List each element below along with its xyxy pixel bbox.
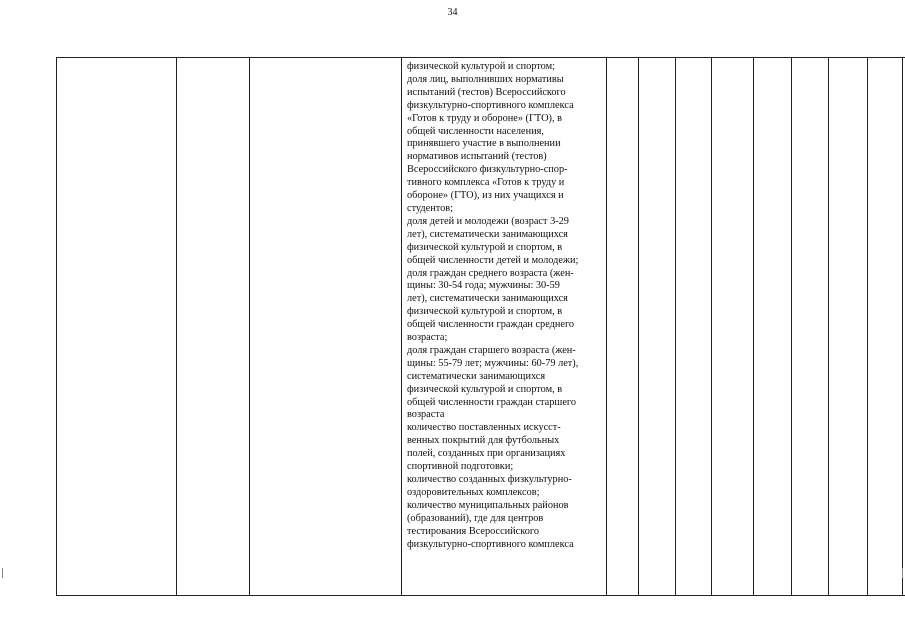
indicator-line: систематически занимающихся [407,370,546,382]
indicator-line: лет), систематически занимающихся [407,293,568,305]
indicator-line: физкультурно-спортивного комплекса [407,99,574,111]
indicator-line: тивного комплекса «Готов к труду и [407,177,565,189]
indicator-line: принявшего участие в выполнении [407,138,561,150]
indicator-line: общей численности граждан старшего [407,396,576,408]
indicator-line: физкультурно-спортивного комплекса [407,538,574,550]
indicator-line: общей численности граждан среднего [407,319,575,331]
indicator-line: количество поставленных искусст- [407,422,561,434]
table-cell-value [676,58,712,596]
indicator-line: физической культурой и спортом; [407,61,555,72]
indicator-line: лет), систематически занимающихся [407,228,568,240]
table-cell-value [792,58,829,596]
table-cell-value [607,58,639,596]
table-cell-value [829,58,868,596]
indicator-line: доля детей и молодежи (возраст 3-29 [407,215,569,227]
indicator-line: количество созданных физкультурно- [407,474,572,485]
indicator-line: студентов; [407,202,453,214]
table-cell-number [57,58,177,596]
table-cell-program [177,58,250,596]
table-cell-indicators [402,58,607,596]
indicator-line: (образований), где для центров [407,512,544,524]
table-cell-event [250,58,402,596]
indicator-line: физической культурой и спортом, в [407,383,563,395]
page-number: 34 [447,7,458,18]
indicator-line: полей, созданных при организациях [407,448,566,460]
indicator-line: общей численности населения, [407,125,544,137]
indicator-line: обороне» (ГТО), из них учащихся и [407,190,564,202]
indicator-line: тестирования Всероссийского [407,525,539,537]
indicator-line: щины: 30-54 года; мужчины: 30-59 [407,280,560,292]
indicator-line: испытаний (тестов) Всероссийского [407,86,566,98]
indicator-line: доля лиц, выполнивших нормативы [407,73,564,85]
indicator-line: нормативов испытаний (тестов) [407,151,547,163]
indicator-line: щины: 55-79 лет; мужчины: 60-79 лет), [407,357,579,369]
indicator-line: венных покрытий для футбольных [407,435,560,447]
table-cell-value [639,58,676,596]
program-indicators-table [56,57,905,596]
scan-edge-mark [902,568,903,578]
indicator-line: оздоровительных комплексов; [407,486,540,498]
table-cell-value [868,58,903,596]
indicator-line: физической культурой и спортом, в [407,241,563,253]
indicator-line: доля граждан старшего возраста (жен- [407,344,576,356]
indicator-line: физической культурой и спортом, в [407,306,563,318]
indicator-line: возраста; [407,332,448,344]
table-cell-value [712,58,754,596]
indicator-line: «Готов к труду и обороне» (ГТО), в [407,112,562,124]
indicator-line: общей численности детей и молодежи; [407,254,579,266]
indicator-line: доля граждан среднего возраста (жен- [407,267,574,279]
scan-edge-mark [2,568,3,578]
table-cell-value [754,58,792,596]
table-row [57,58,905,596]
indicator-line: Всероссийского физкультурно-спор- [407,164,568,176]
indicator-line: спортивной подготовки; [407,461,514,473]
indicator-line: возраста [407,409,445,421]
indicator-line: количество муниципальных районов [407,499,569,511]
